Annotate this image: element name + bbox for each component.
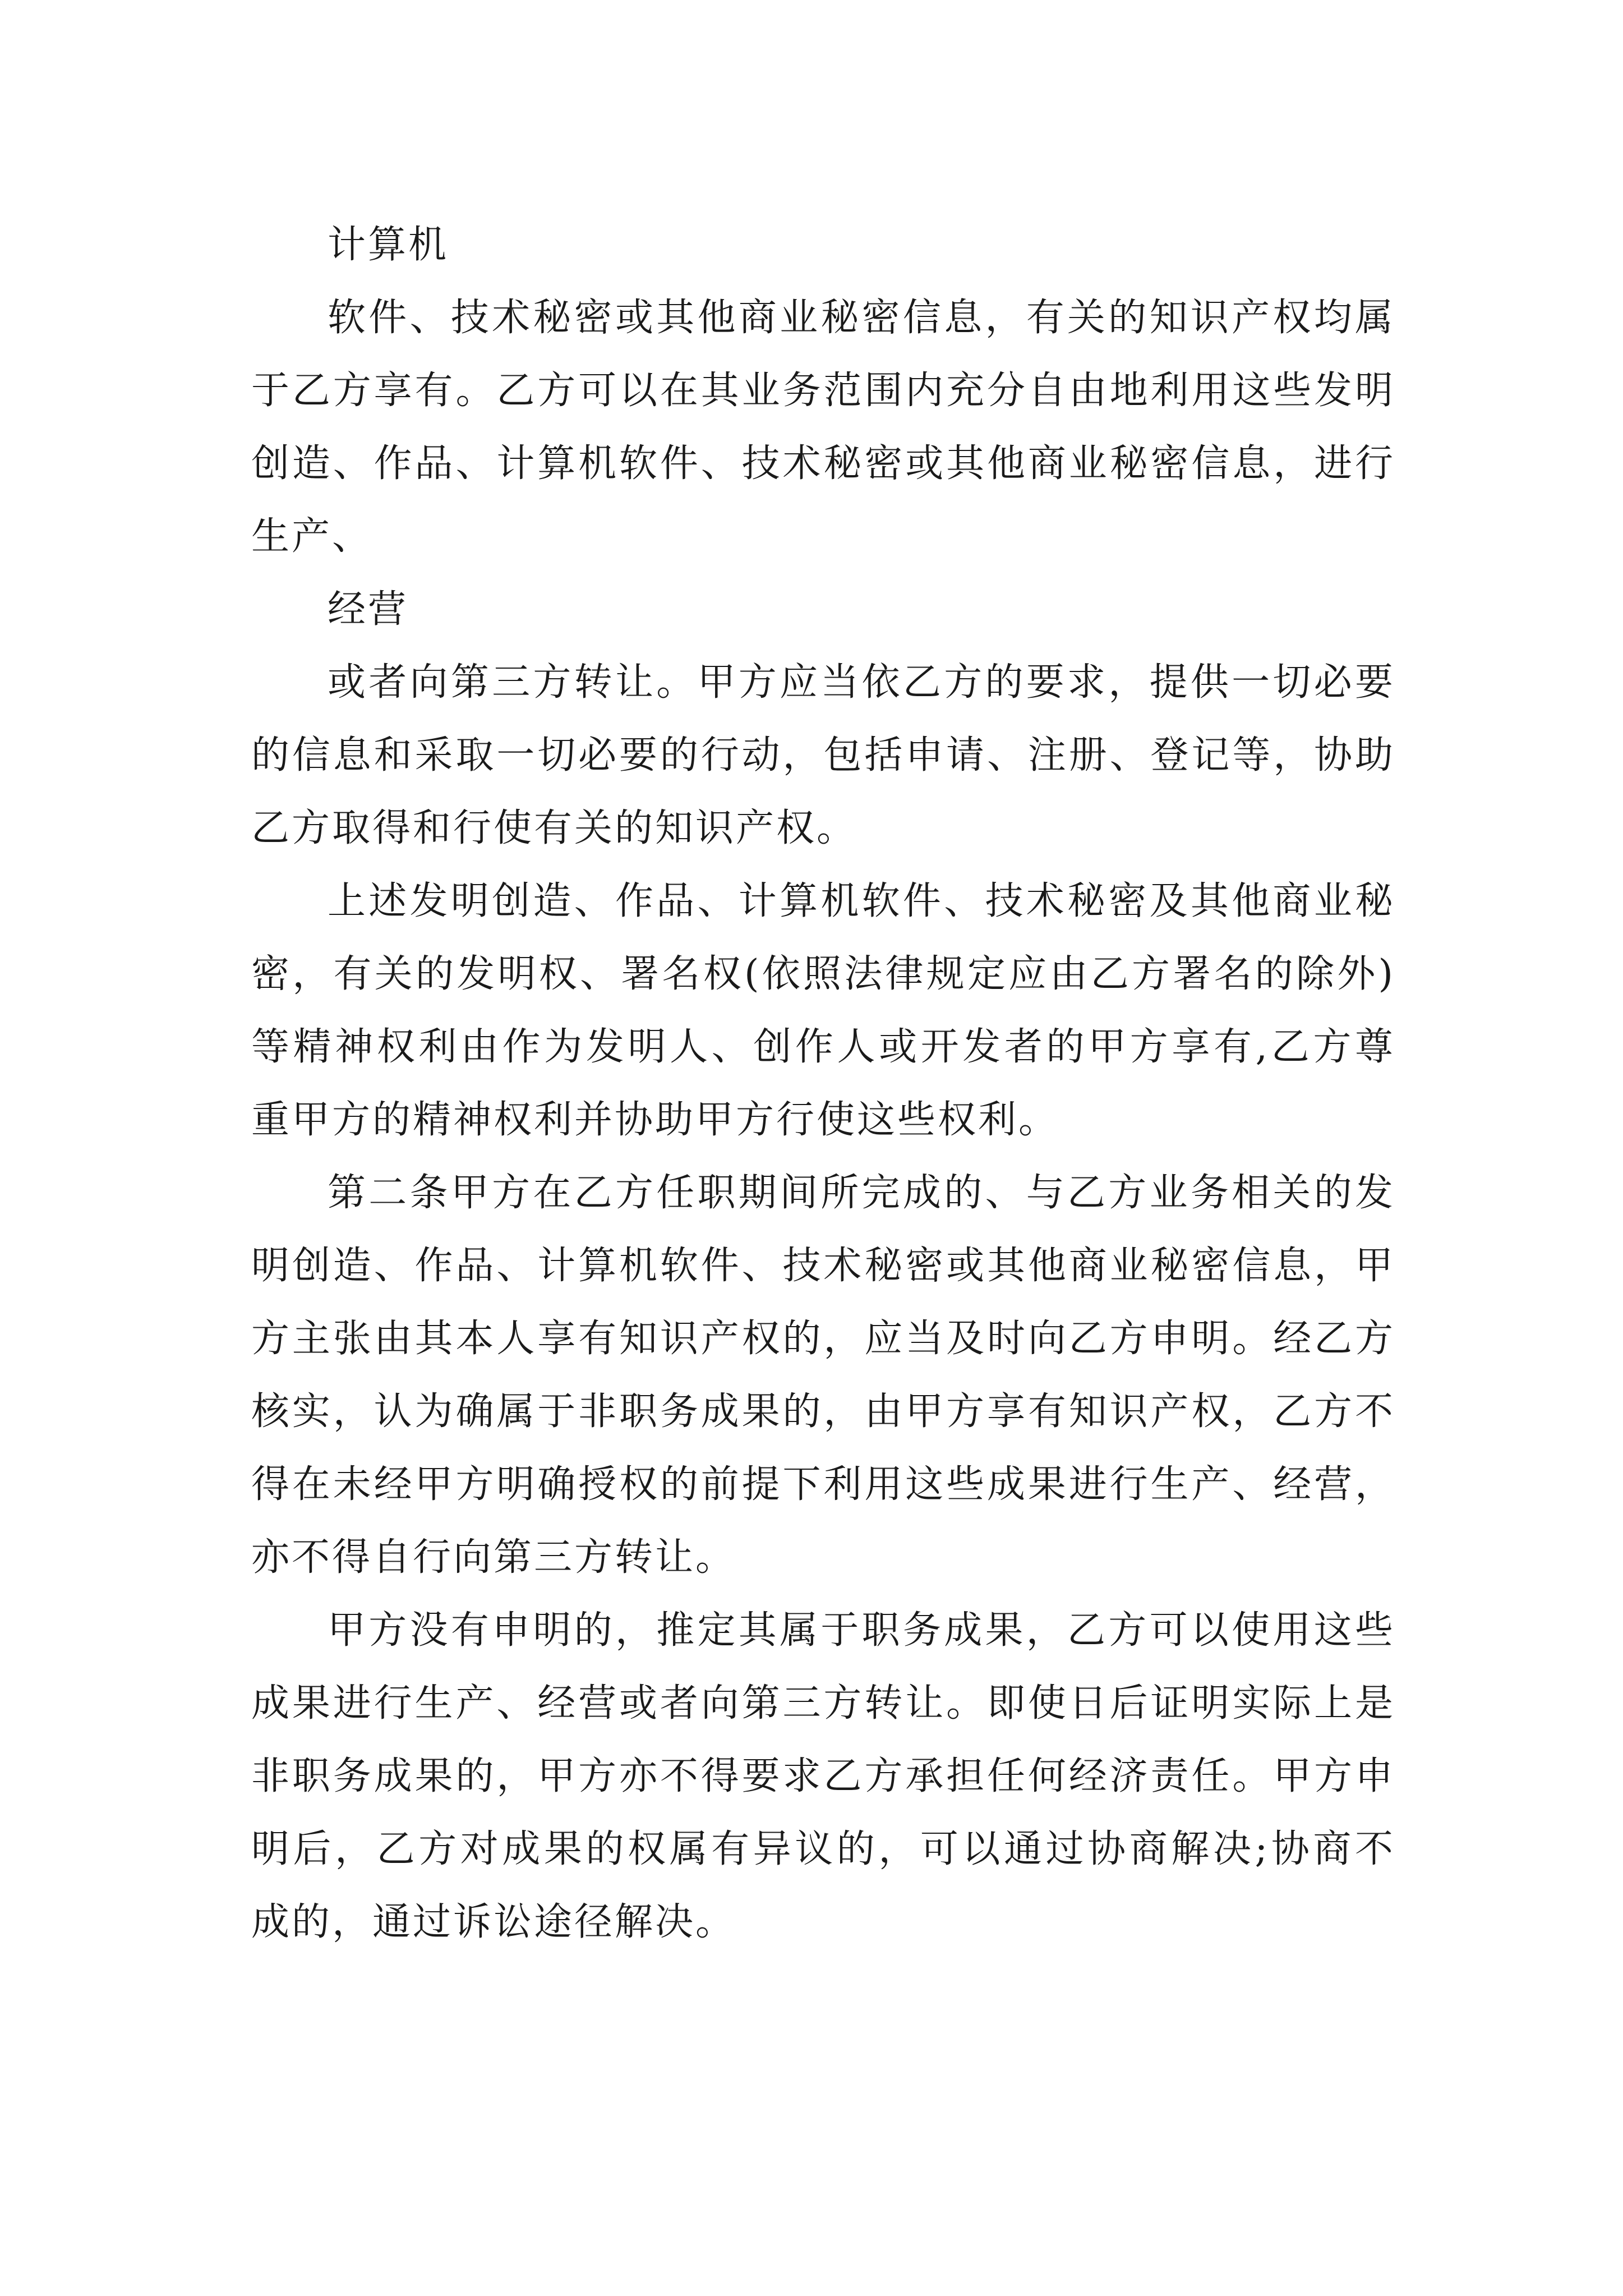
paragraph-2: 软件、技术秘密或其他商业秘密信息，有关的知识产权均属于乙方享有。乙方可以在其业务范围内充分自由地利用这些发明创造、作品、计算机软件、技术秘密或其他商业秘密信息，进行生产、 — [251, 296, 1395, 559]
paragraph-3: 经营 — [328, 587, 409, 632]
paragraph-6: 第二条甲方在乙方任职期间所完成的、与乙方业务相关的发明创造、作品、计算机软件、技术秘密或其他商业秘密信息，甲方主张由其本人享有知识产权的，应当及时向乙方申明。经乙方核实，认为确属于非职务成果的，由甲方享有知识产权，乙方不得在未经甲方明确授权的前提下利用这些成果进行生产、经营，亦不得自行向第三方转让。 — [251, 1171, 1395, 1580]
paragraph-1: 计算机 — [328, 223, 449, 267]
document-body — [251, 209, 1395, 1959]
paragraph-7: 甲方没有申明的，推定其属于职务成果，乙方可以使用这些成果进行生产、经营或者向第三方转让。即使日后证明实际上是非职务成果的，甲方亦不得要求乙方承担任何经济责任。甲方申明后，乙方对成果的权属有异议的，可以通过协商解决;协商不成的，通过诉讼途径解决。 — [251, 1608, 1395, 1944]
paragraph-4: 或者向第三方转让。甲方应当依乙方的要求，提供一切必要的信息和采取一切必要的行动，包括申请、注册、登记等，协助乙方取得和行使有关的知识产权。 — [251, 660, 1395, 850]
paragraph-5: 上述发明创造、作品、计算机软件、技术秘密及其他商业秘密，有关的发明权、署名权(依照法律规定应由乙方署名的除外)等精神权利由作为发明人、创作人或开发者的甲方享有,乙方尊重甲方的精神权利并协助甲方行使这些权利。 — [251, 879, 1395, 1142]
